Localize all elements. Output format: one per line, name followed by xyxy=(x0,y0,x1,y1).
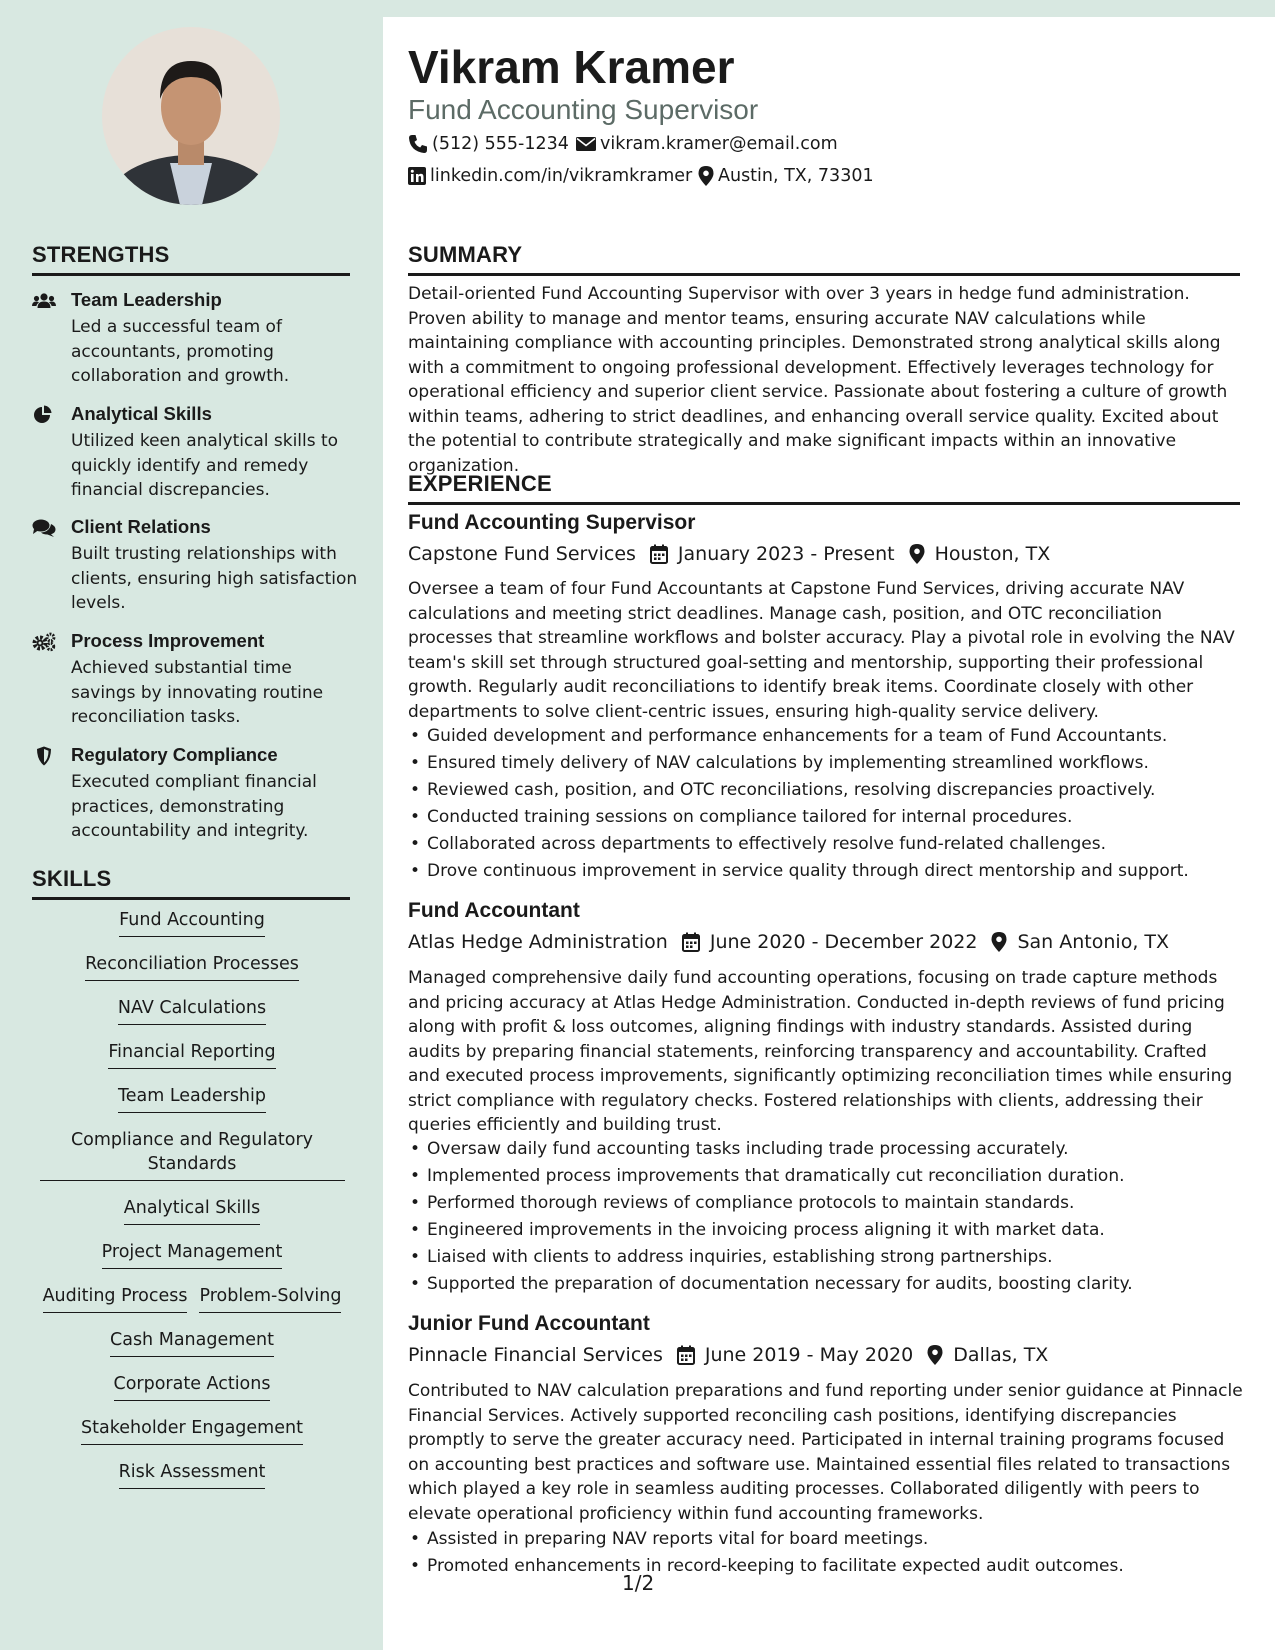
strength-title: Analytical Skills xyxy=(71,403,212,424)
skill-tag: Auditing Process xyxy=(43,1284,188,1313)
skill-tag: Fund Accounting xyxy=(119,908,265,937)
job-meta xyxy=(408,1344,1048,1366)
strength-description: Led a successful team of accountants, promoting collaboration and growth. xyxy=(71,317,290,386)
job-dates: June 2020 - December 2022 xyxy=(709,931,978,953)
job-bullets xyxy=(408,1526,1248,1580)
experience-divider xyxy=(408,502,1240,505)
comments-icon xyxy=(32,518,56,538)
job-title: Junior Fund Accountant xyxy=(408,1312,650,1335)
bullet-item: • Promoted enhancements in record-keeping to facilitate expected audit outcomes. xyxy=(408,1553,1248,1580)
bullet-item: • Collaborated across departments to effectively resolve fund-related challenges. xyxy=(408,831,1248,858)
bullet-item: • Implemented process improvements that dramatically cut reconciliation duration. xyxy=(408,1163,1248,1190)
skill-tag: Team Leadership xyxy=(118,1084,266,1113)
users-icon xyxy=(32,291,56,311)
pie-chart-icon xyxy=(32,405,56,425)
job-location: Dallas, TX xyxy=(953,1344,1049,1366)
job-location: San Antonio, TX xyxy=(1017,931,1170,953)
bullet-item: • Performed thorough reviews of compliance protocols to maintain standards. xyxy=(408,1190,1248,1217)
skill-tag: Risk Assessment xyxy=(119,1460,266,1489)
strength-description: Utilized keen analytical skills to quickly identify and remedy financial discrepancies. xyxy=(71,431,339,500)
company-name: Atlas Hedge Administration xyxy=(408,931,668,953)
strength-title: Process Improvement xyxy=(71,630,265,651)
summary-divider xyxy=(408,273,1240,276)
candidate-title: Fund Accounting Supervisor xyxy=(408,94,759,125)
bullet-item: • Supported the preparation of documentation necessary for audits, boosting clarity. xyxy=(408,1271,1248,1298)
bullet-item: • Guided development and performance enhancements for a team of Fund Accountants. xyxy=(408,723,1248,750)
location-pin-icon xyxy=(698,166,714,186)
location-pin-icon xyxy=(927,1345,943,1365)
job-location: Houston, TX xyxy=(934,543,1051,565)
job-title: Fund Accountant xyxy=(408,899,580,922)
location-pin-icon xyxy=(909,544,925,564)
job-bullets xyxy=(408,723,1248,885)
bullet-item: • Ensured timely delivery of NAV calculations by implementing streamlined workflows. xyxy=(408,750,1248,777)
gears-icon xyxy=(32,632,56,652)
skill-tag: Stakeholder Engagement xyxy=(81,1416,303,1445)
profile-photo xyxy=(102,27,280,205)
bullet-item: • Assisted in preparing NAV reports vital for board meetings. xyxy=(408,1526,1248,1553)
strengths-divider xyxy=(32,273,350,276)
strength-description: Built trusting relationships with clients, ensuring high satisfaction levels. xyxy=(71,544,358,613)
strength-title: Regulatory Compliance xyxy=(71,744,278,765)
skill-tag: Analytical Skills xyxy=(124,1196,260,1225)
location-pin-icon xyxy=(991,932,1007,952)
job-dates: January 2023 - Present xyxy=(677,543,895,565)
job-description: Contributed to NAV calculation preparations and fund reporting under senior guidance at Pinnacle Financial Services. Actively supported reconciling cash positions, identifying discrepancies promptly to serve the greater accuracy need. Participated in internal training programs focused on accounting best practices and software use. Maintained essential files related to transactions which played a key role in seamless auditing processes. Collaborated diligently with peers to elevate operational proficiency within fund accounting frameworks. xyxy=(408,1381,1243,1524)
job-meta xyxy=(408,543,1050,565)
job-dates: June 2019 - May 2020 xyxy=(704,1344,914,1366)
location-contact xyxy=(698,166,874,186)
sidebar xyxy=(0,0,383,1650)
company-name: Pinnacle Financial Services xyxy=(408,1344,663,1366)
skills-divider xyxy=(32,897,350,900)
summary-heading: SUMMARY xyxy=(408,242,523,267)
email-address: vikram.kramer@email.com xyxy=(600,134,838,154)
strength-description: Executed compliant financial practices, demonstrating accountability and integrity. xyxy=(71,772,317,841)
location-text: Austin, TX, 73301 xyxy=(718,166,874,186)
page-number: 1/2 xyxy=(622,1571,655,1595)
email-icon xyxy=(576,136,596,152)
calendar-icon xyxy=(650,544,668,564)
phone-number: (512) 555-1234 xyxy=(432,134,569,154)
job-description: Oversee a team of four Fund Accountants at Capstone Fund Services, driving accurate NAV calculations and meeting strict deadlines. Manage cash, position, and OTC reconciliation processes that streamline workflows and bolster accuracy. Play a pivotal role in evolving the NAV team's skill set through structured goal-setting and mentorship, supporting their professional growth. Regularly audit reconciliations to identify break items. Coordinate closely with other departments to solve client-centric issues, ensuring high-quality service delivery. xyxy=(408,579,1235,722)
calendar-icon xyxy=(682,932,700,952)
linkedin-url: linkedin.com/in/vikramkramer xyxy=(430,166,693,186)
bullet-item: • Conducted training sessions on compliance tailored for internal procedures. xyxy=(408,804,1248,831)
job-bullets xyxy=(408,1136,1248,1298)
skills-list xyxy=(32,908,352,1504)
skill-tag: Cash Management xyxy=(110,1328,274,1357)
email-contact xyxy=(576,134,838,154)
skill-tag: Financial Reporting xyxy=(108,1040,275,1069)
company-name: Capstone Fund Services xyxy=(408,543,636,565)
skills-heading: SKILLS xyxy=(32,866,112,891)
phone-contact xyxy=(408,134,569,154)
calendar-icon xyxy=(677,1345,695,1365)
phone-icon xyxy=(408,134,428,154)
bullet-item: • Liaised with clients to address inquiries, establishing strong partnerships. xyxy=(408,1244,1248,1271)
summary-text: Detail-oriented Fund Accounting Supervisor with over 3 years in hedge fund administration. Proven ability to manage and mentor teams, ensuring accurate NAV calculations while maintaining compliance with accounting principles. Demonstrated strong analytical skills along with a commitment to ongoing professional development. Effectively leverages technology for operational efficiency and superior client service. Passionate about fostering a culture of growth within teams, adhering to strict deadlines, and enhancing overall service quality. Excited about the potential to contribute strategically and make significant impacts within an innovative organization. xyxy=(408,284,1228,476)
candidate-name: Vikram Kramer xyxy=(408,41,735,93)
skill-tag: NAV Calculations xyxy=(118,996,266,1025)
bullet-item: • Engineered improvements in the invoicing process aligning it with market data. xyxy=(408,1217,1248,1244)
strengths-heading: STRENGTHS xyxy=(32,242,170,267)
linkedin-icon xyxy=(408,167,426,185)
linkedin-contact xyxy=(408,166,692,186)
skill-tag: Corporate Actions xyxy=(114,1372,271,1401)
skill-tag: Project Management xyxy=(102,1240,283,1269)
shield-icon xyxy=(32,746,56,766)
bullet-item: • Drove continuous improvement in service quality through direct mentorship and support. xyxy=(408,858,1248,885)
experience-heading: EXPERIENCE xyxy=(408,471,552,496)
job-description: Managed comprehensive daily fund accounting operations, focusing on trade capture methods and pricing accuracy at Atlas Hedge Administration. Conducted in-depth reviews of fund pricing along with profit & loss outcomes, aligning findings with industry standards. Assisted during audits by preparing financial statements, reinforcing transparency and accountability. Crafted and executed process improvements, significantly optimizing reconciliation times while ensuring strict compliance with regulatory checks. Fostered relationships with clients, addressing their queries efficiently and building trust. xyxy=(408,968,1233,1135)
job-meta xyxy=(408,931,1169,953)
bullet-item: • Oversaw daily fund accounting tasks including trade processing accurately. xyxy=(408,1136,1248,1163)
strength-title: Team Leadership xyxy=(71,289,222,310)
skill-tag: Reconciliation Processes xyxy=(85,952,299,981)
strength-description: Achieved substantial time savings by innovating routine reconciliation tasks. xyxy=(71,658,324,727)
job-title: Fund Accounting Supervisor xyxy=(408,511,696,534)
skill-tag: Compliance and Regulatory Standards xyxy=(40,1128,345,1181)
strength-title: Client Relations xyxy=(71,516,211,537)
skill-tag: Problem-Solving xyxy=(199,1284,341,1313)
bullet-item: • Reviewed cash, position, and OTC reconciliations, resolving discrepancies proactively. xyxy=(408,777,1248,804)
